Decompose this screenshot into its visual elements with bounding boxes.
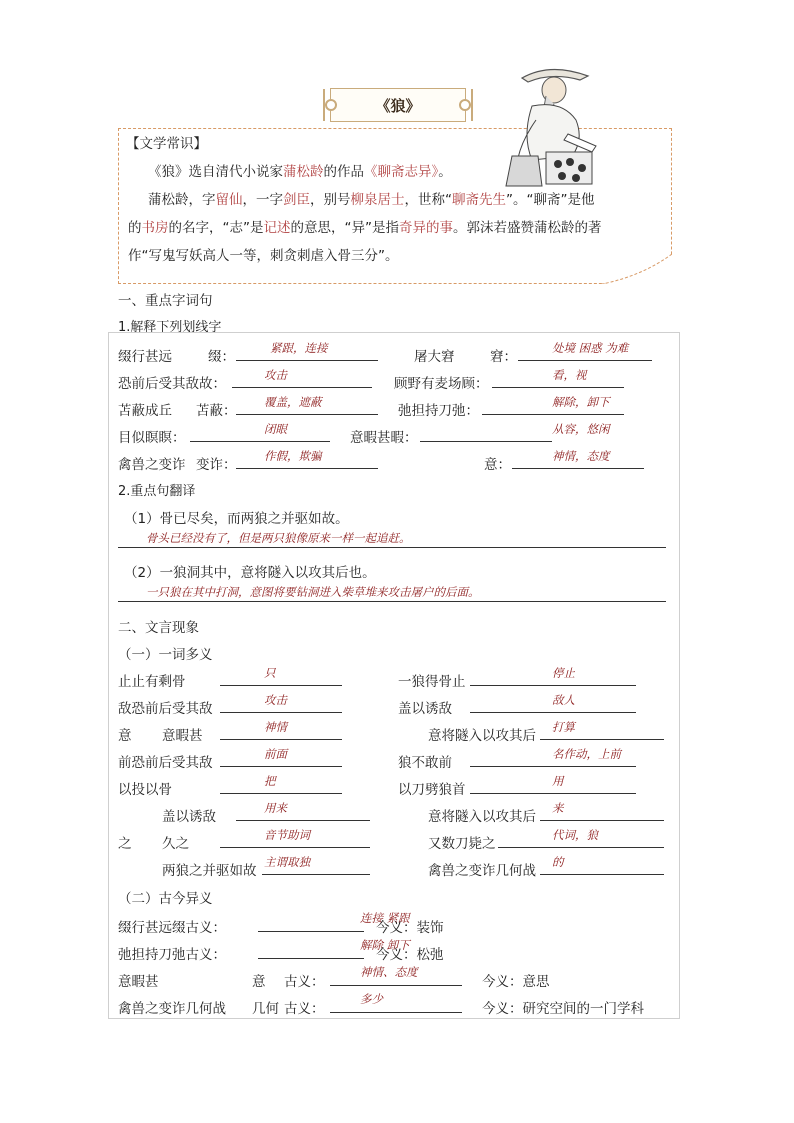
answer-text: 的 [552,855,564,869]
answer-blank [190,441,330,442]
page-title: 《狼》 [375,96,421,115]
knowledge-para-2-line2: 的书房的名字，“志”是记述的意思，“异”是指奇异的事。郭沫若盛赞蒲松龄的著 [128,220,602,236]
section1-sub1: 1.解释下列划线字 [118,320,222,335]
answer-blank [220,766,342,767]
answer-blank [470,712,636,713]
answer-blank [498,847,664,848]
answer-text: 闭眼 [264,422,287,436]
answer-text: 紧跟，连接 [270,341,328,355]
ancient-key-3: 几何 [252,1001,279,1017]
poly-r-1: 盖以诱敌 [398,701,452,717]
answer-text: 停止 [552,666,575,680]
section2-sub1: （一）一词多义 [118,647,213,663]
section1-heading: 一、重点字词句 [118,293,213,309]
answer-text: 敌人 [552,693,575,707]
poly-r-7: 禽兽之变诈几何战 [428,863,536,879]
poly-r-2: 意将隧入以攻其后 [428,728,536,744]
knowledge-para-2-line3: 作“写鬼写妖高人一等，刺贪刺虐入骨三分”。 [128,248,399,264]
answer-text: 作假，欺骗 [264,449,322,463]
poly-r-5: 意将隧入以攻其后 [428,809,536,825]
answer-blank [540,874,664,875]
answer-text: 连接 紧跟 [360,911,410,925]
vocab-l-word-2: 苫蔽成丘 [118,403,172,419]
poly-l-4: 以投以骨 [118,782,172,798]
answer-blank [420,441,552,442]
poly-r-0: 一狼得骨止 [398,674,466,690]
answer-text: 用 [552,774,564,788]
answer-text: 神情、态度 [360,965,418,979]
answer-blank [118,601,666,602]
poly-l-6: 久之 [162,836,189,852]
ancient-gu-3: 古义： [284,1001,325,1017]
answer-blank [470,793,636,794]
poly-l-1: 敌恐前后受其敌 [118,701,213,717]
vocab-l-key-0: 缀： [208,349,235,365]
ancient-label-0: 缀行甚远缀古义： [118,920,226,936]
answer-text: 把 [264,774,276,788]
answer-blank [470,685,636,686]
answer-blank [512,468,644,469]
vocab-r-word-1: 顾野有麦场顾： [394,376,489,392]
answer-text: 覆盖，遮蔽 [264,395,322,409]
ancient-jin-1: 今义：松弛 [376,947,444,963]
vocab-l-key-2: 苫蔽： [196,403,237,419]
vocab-l-word-1: 恐前后受其敌故： [118,376,226,392]
answer-text: 来 [552,801,564,815]
sentence-2: （2）一狼洞其中，意将隧入以攻其后也。 [124,565,376,581]
poly-l-5: 盖以诱敌 [162,809,216,825]
answer-text: 前面 [264,747,287,761]
answer-blank [470,766,636,767]
answer-blank [540,739,664,740]
answer-blank [330,985,462,986]
ancient-label-1: 弛担持刀弛古义： [118,947,226,963]
page-curl-icon [602,254,672,284]
answer-text: 主谓取独 [264,855,310,869]
ancient-jin-3: 今义：研究空间的一门学科 [482,1001,644,1017]
vocab-l-key-4: 变诈： [196,457,237,473]
answer-blank [236,820,370,821]
banner-ornament-left [325,99,337,111]
vocab-l-word-0: 缀行甚远 [118,349,172,365]
ancient-label-3: 禽兽之变诈几何战 [118,1001,226,1017]
answer-blank [258,958,364,959]
answer-text: 神情 [264,720,287,734]
answer-text: 用来 [264,801,287,815]
section2-heading: 二、文言现象 [118,620,199,636]
ancient-jin-2: 今义：意思 [482,974,550,990]
answer-blank [258,931,364,932]
poly-l-0: 止止有剩骨 [118,674,186,690]
answer-blank [220,739,342,740]
vocab-r-key-0: 窘： [490,349,517,365]
title-banner [330,88,466,122]
answer-text: 解除 卸下 [360,938,410,952]
sentence-1-translation: 骨头已经没有了，但是两只狼像原来一样一起追赶。 [146,531,411,545]
answer-blank [262,874,370,875]
vocab-r-word-0: 屠大窘 [414,349,455,365]
knowledge-para-2-line1: 蒲松龄，字留仙，一字剑臣，别号柳泉居士，世称“聊斋先生”。“聊斋”是他 [148,192,595,208]
knowledge-para-1: 《狼》选自清代小说家蒲松龄的作品《聊斋志异》。 [148,164,452,180]
scholar-illustration [492,60,612,190]
answer-text: 名作动，上前 [552,747,621,761]
section1-sub2: 2.重点句翻译 [118,484,196,499]
answer-text: 只 [264,666,276,680]
knowledge-heading: 【文学常识】 [126,136,207,152]
answer-blank [236,468,378,469]
poly-char-yi: 意 [118,728,132,744]
vocab-r-word-3: 意暇甚暇： [350,430,418,446]
answer-blank [540,820,664,821]
vocab-l-word-3: 目似瞑瞑： [118,430,186,446]
vocab-r-word-2: 弛担持刀弛： [398,403,479,419]
answer-text: 攻击 [264,368,287,382]
vocab-r-word-4: 意： [484,457,511,473]
vocab-l-word-4: 禽兽之变诈 [118,457,186,473]
answer-text: 打算 [552,720,575,734]
answer-text: 处境 困惑 为难 [552,341,629,355]
answer-blank [220,712,342,713]
ancient-jin-0: 今义：装饰 [376,920,444,936]
answer-blank [330,1012,462,1013]
banner-ornament-right [459,99,471,111]
poly-r-6: 又数刀毙之 [428,836,496,852]
answer-blank [220,685,342,686]
poly-l-2: 意暇甚 [162,728,203,744]
ancient-key-2: 意 [252,974,266,990]
answer-text: 神情，态度 [552,449,610,463]
answer-text: 代词，狼 [552,828,598,842]
answer-text: 音节助词 [264,828,310,842]
section2-sub2: （二）古今异义 [118,891,213,907]
poly-l-7: 两狼之并驱如故 [162,863,257,879]
answer-blank [220,793,342,794]
answer-text: 从容，悠闲 [552,422,610,436]
answer-blank [220,847,370,848]
answer-blank [232,387,372,388]
answer-blank [518,360,652,361]
answer-text: 解除，卸下 [552,395,610,409]
answer-blank [118,547,666,548]
sentence-1: （1）骨已尽矣，而两狼之并驱如故。 [124,511,349,527]
answer-text: 看，视 [552,368,587,382]
poly-char-zhi: 之 [118,836,132,852]
answer-blank [482,414,624,415]
poly-l-3: 前恐前后受其敌 [118,755,213,771]
answer-blank [236,414,378,415]
ancient-gu-2: 古义： [284,974,325,990]
answer-blank [236,360,378,361]
answer-text: 攻击 [264,693,287,707]
answer-blank [492,387,624,388]
answer-text: 多少 [360,992,383,1006]
ancient-label-2: 意暇甚 [118,974,159,990]
sentence-2-translation: 一只狼在其中打洞，意图将要钻洞进入柴草堆来攻击屠户的后面。 [146,585,480,599]
poly-r-4: 以刀劈狼首 [398,782,466,798]
poly-r-3: 狼不敢前 [398,755,452,771]
